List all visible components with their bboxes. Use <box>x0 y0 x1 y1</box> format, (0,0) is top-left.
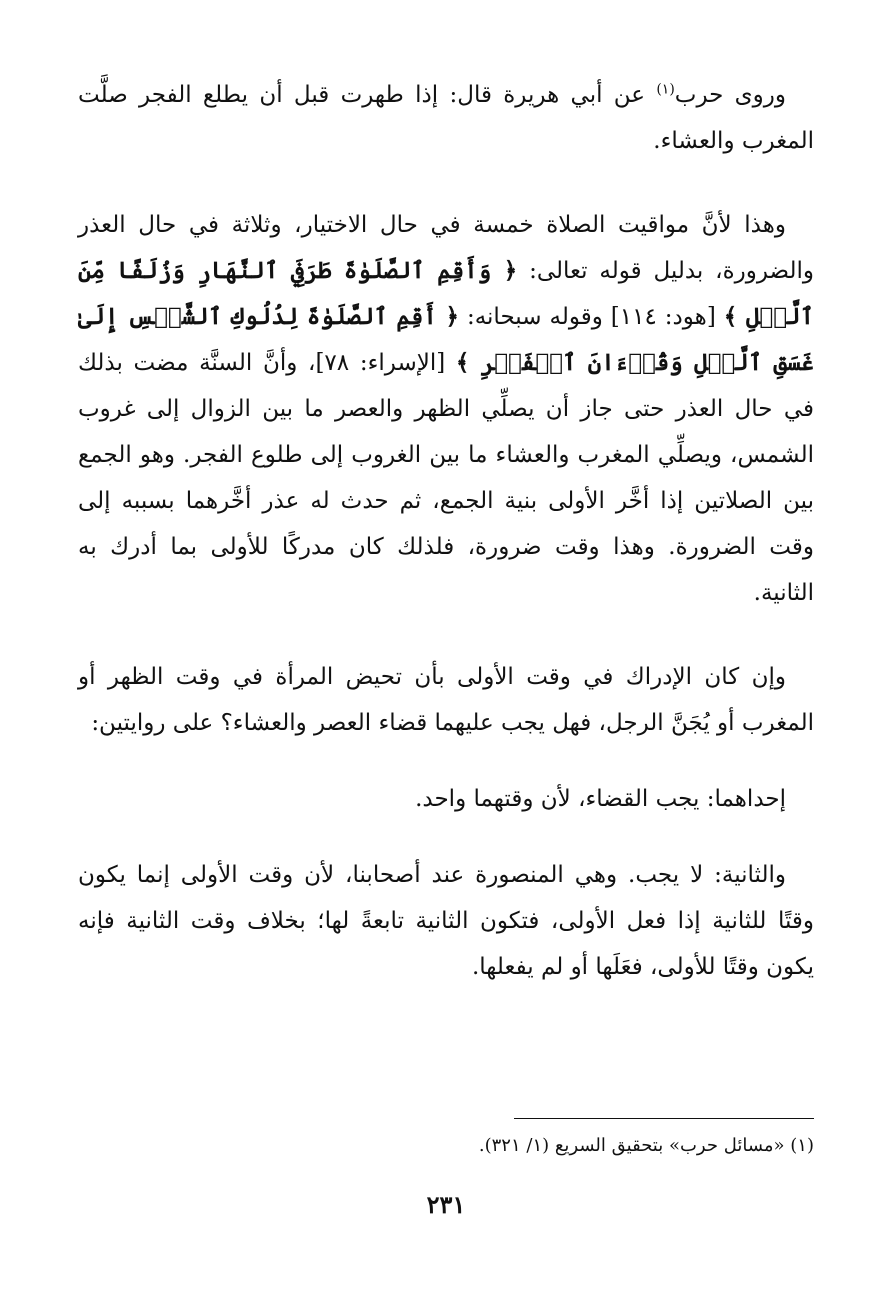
text-segment: وهذا لأنَّ مواقيت الصلاة خمسة في حال الاختيار، وثلاثة في حال العذر والضرورة، بدليل قوله تعالى: <box>78 212 815 284</box>
paragraph-second-narration: والثانية: لا يجب. وهي المنصورة عند أصحابنا، لأن وقت الأولى إنما يكون وقتًا للثانية إذا فعل الأولى، فتكون الثانية تابعةً لها؛ بخلاف وقت الثانية فإنه يكون وقتًا للأولى، فعَلَها أو لم يفعلها. <box>78 862 814 980</box>
text-segment: [الإسراء: ٧٨]، وأنَّ السنَّة مضت بذلك في حال العذر حتى جاز أن يصلِّي الظهر والعصر ما بين الزوال إلى غروب الشمس، ويصلِّي المغرب والعشاء ما بين الغروب إلى طلوع الفجر. وهو الجمع بين الصلاتين إذا أخَّر الأولى بنية الجمع، ثم حدث له عذر أخَّرهما بسببه إلى وقت الضرورة. وهذا وقت ضرورة، فلذلك كان مدركًا للأولى بما أدرك به الثانية. <box>78 350 814 606</box>
footnote: (١) «مسائل حرب» بتحقيق السريع (١/ ٣٢١). <box>478 1135 814 1156</box>
text-segment: عن أبي هريرة قال: إذا طهرت قبل أن يطلع الفجر صلَّت المغرب والعشاء. <box>78 82 814 154</box>
paragraph-prayer-times <box>78 202 814 616</box>
quran-verse-isra: ﴿ أَقِمِ ٱلصَّلَوٰةَ لِدُلُوكِ ٱلشَّمۡسِ إِلَىٰ غَسَقِ ٱلَّيۡلِ وَقُرۡءَانَ ٱلۡفَجۡرِ ﴾ <box>78 303 814 376</box>
text-segment: وروى حرب <box>674 82 786 108</box>
paragraph-harb-narration <box>78 72 814 164</box>
paragraph-first-narration: إحداهما: يجب القضاء، لأن وقتهما واحد. <box>415 786 786 812</box>
footnote-divider <box>514 1118 814 1119</box>
text-segment: [هود: ١١٤] وقوله سبحانه: <box>458 304 724 330</box>
quran-verse-hud: ﴿ وَأَقِمِ ٱلصَّلَوٰةَ طَرَفَيِ ٱلنَّهَارِ وَزُلَفًا مِّنَ ٱلَّيۡلِ ﴾ <box>78 257 814 330</box>
footnote-reference: (١) <box>656 81 675 98</box>
page-number: ٢٣١ <box>426 1190 466 1219</box>
paragraph-two-narrations: وإن كان الإدراك في وقت الأولى بأن تحيض المرأة في وقت الظهر أو المغرب أو يُجَنَّ الرجل، فهل يجب عليهما قضاء العصر والعشاء؟ على روايتين: <box>78 664 814 736</box>
